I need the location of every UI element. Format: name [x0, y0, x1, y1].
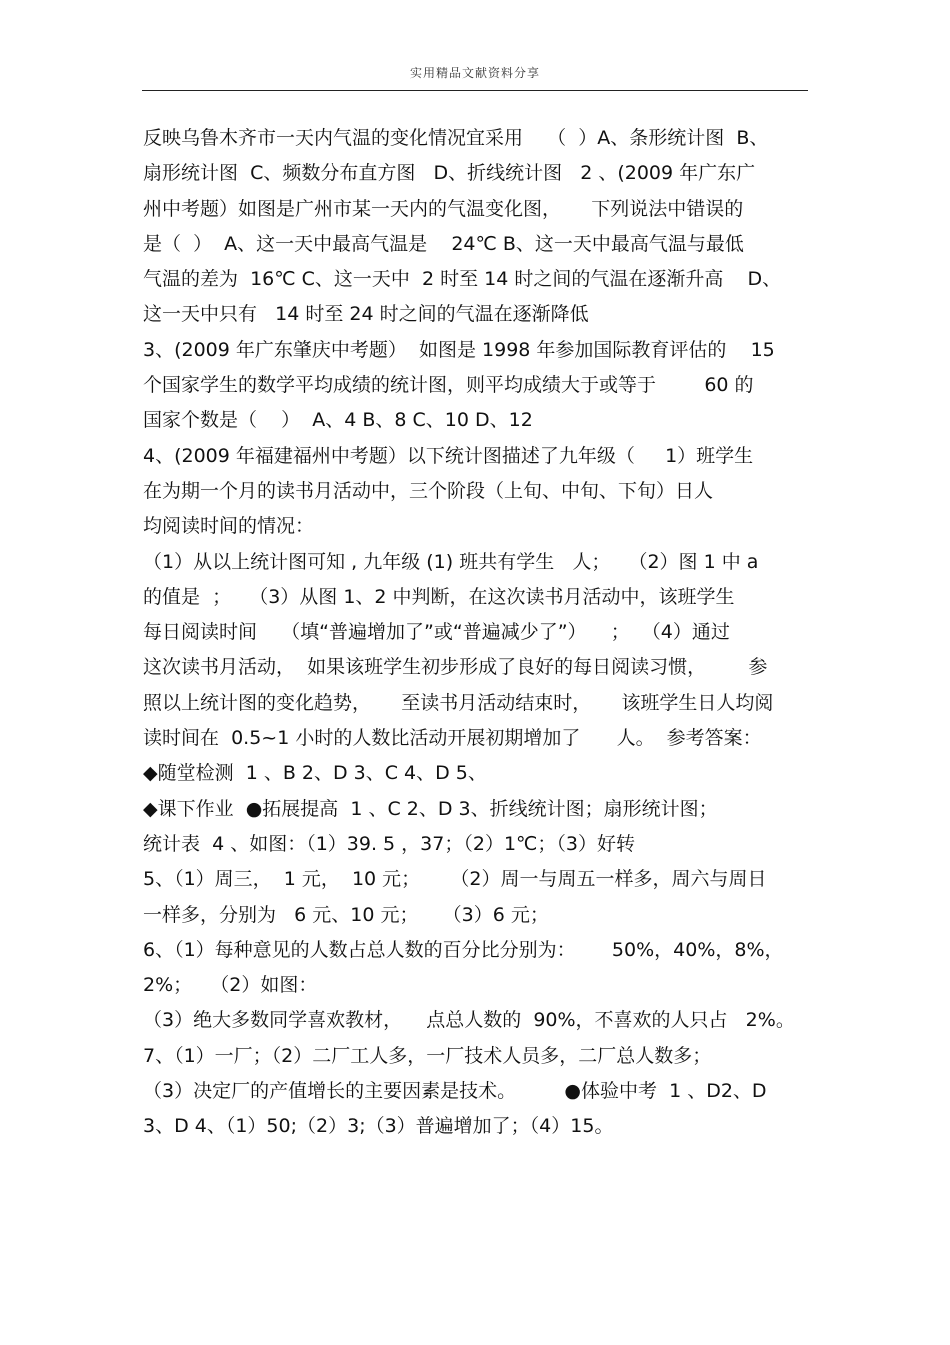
text-line: 气温的差为 16℃ C、这一天中 2 时至 14 时之间的气温在逐渐升高 D、: [143, 268, 782, 291]
text-line: 5、（1）周三， 1 元， 10 元； （2）周一与周五一样多，周六与周日: [143, 868, 767, 891]
text-line: ◆随堂检测 1 、B 2、D 3、C 4、D 5、: [143, 762, 487, 785]
text-line: 这一天中只有 14 时至 24 时之间的气温在逐渐降低: [143, 303, 589, 326]
text-line: 扇形统计图 C、频数分布直方图 D、折线统计图 2 、(2009 年广东广: [143, 162, 756, 185]
text-line: 3、D 4、（1）50;（2）3;（3）普遍增加了；（4）15。: [143, 1115, 614, 1138]
text-line: 2%； （2）如图：: [143, 974, 318, 997]
text-line: 每日阅读时间 （填“普遍增加了”或“普遍减少了”） ； （4）通过: [143, 621, 730, 644]
text-line: 3、(2009 年广东肇庆中考题） 如图是 1998 年参加国际教育评估的 15: [143, 338, 775, 361]
text-line: 个国家学生的数学平均成绩的统计图，则平均成绩大于或等于 60 的: [143, 374, 754, 397]
text-line: （3）决定厂的产值增长的主要因素是技术。 ●体验中考 1 、D2、D: [143, 1080, 767, 1103]
text-line: 均阅读时间的情况：: [143, 515, 315, 538]
text-line: ◆课下作业 ●拓展提高 1 、C 2、D 3、折线统计图；扇形统计图；: [143, 797, 718, 820]
text-line: 统计表 4 、如图：（1）39. 5 ，37；（2）1℃；（3）好转: [143, 832, 635, 855]
text-line: 照以上统计图的变化趋势， 至读书月活动结束时， 该班学生日人均阅: [143, 691, 774, 714]
text-line: 是（ ） A、这一天中最高气温是 24℃ B、这一天中最高气温与最低: [143, 232, 744, 255]
text-line: 的值是 ； （3）从图 1、2 中判断，在这次读书月活动中，该班学生: [143, 585, 735, 608]
page-header: 实用精品文献资料分享: [409, 66, 540, 80]
text-line: 一样多，分别为 6 元、10 元； （3）6 元；: [143, 903, 549, 926]
text-line: 7、（1）一厂；（2）二厂工人多，一厂技术人员多，二厂总人数多；: [143, 1044, 712, 1067]
text-line: （3）绝大多数同学喜欢教材， 点总人数的 90%，不喜欢的人只占 2%。: [143, 1009, 795, 1032]
text-line: 在为期一个月的读书月活动中，三个阶段（上旬、中旬、下旬）日人: [143, 479, 714, 502]
document-body: [143, 121, 823, 1145]
text-line: 这次读书月活动， 如果该班学生初步形成了良好的每日阅读习惯， 参: [143, 656, 768, 679]
text-line: （1）从以上统计图可知 , 九年级 (1) 班共有学生 人； （2）图 1 中 a: [143, 550, 759, 573]
text-line: 4、(2009 年福建福州中考题）以下统计图描述了九年级（ 1）班学生: [143, 444, 754, 467]
text-line: 反映乌鲁木齐市一天内气温的变化情况宜采用 （ ）A、条形统计图 B、: [143, 127, 769, 149]
text-line: 州中考题）如图是广州市某一天内的气温变化图， 下列说法中错误的: [143, 197, 744, 220]
text-line: 6、（1）每种意见的人数占总人数的百分比分别为： 50%，40%，8%，: [143, 938, 784, 961]
header-divider: [142, 90, 808, 91]
text-line: 国家个数是（ ） A、4 B、8 C、10 D、12: [143, 409, 533, 432]
text-line: 读时间在 0.5~1 小时的人数比活动开展初期增加了 人。 参考答案：: [143, 727, 762, 750]
